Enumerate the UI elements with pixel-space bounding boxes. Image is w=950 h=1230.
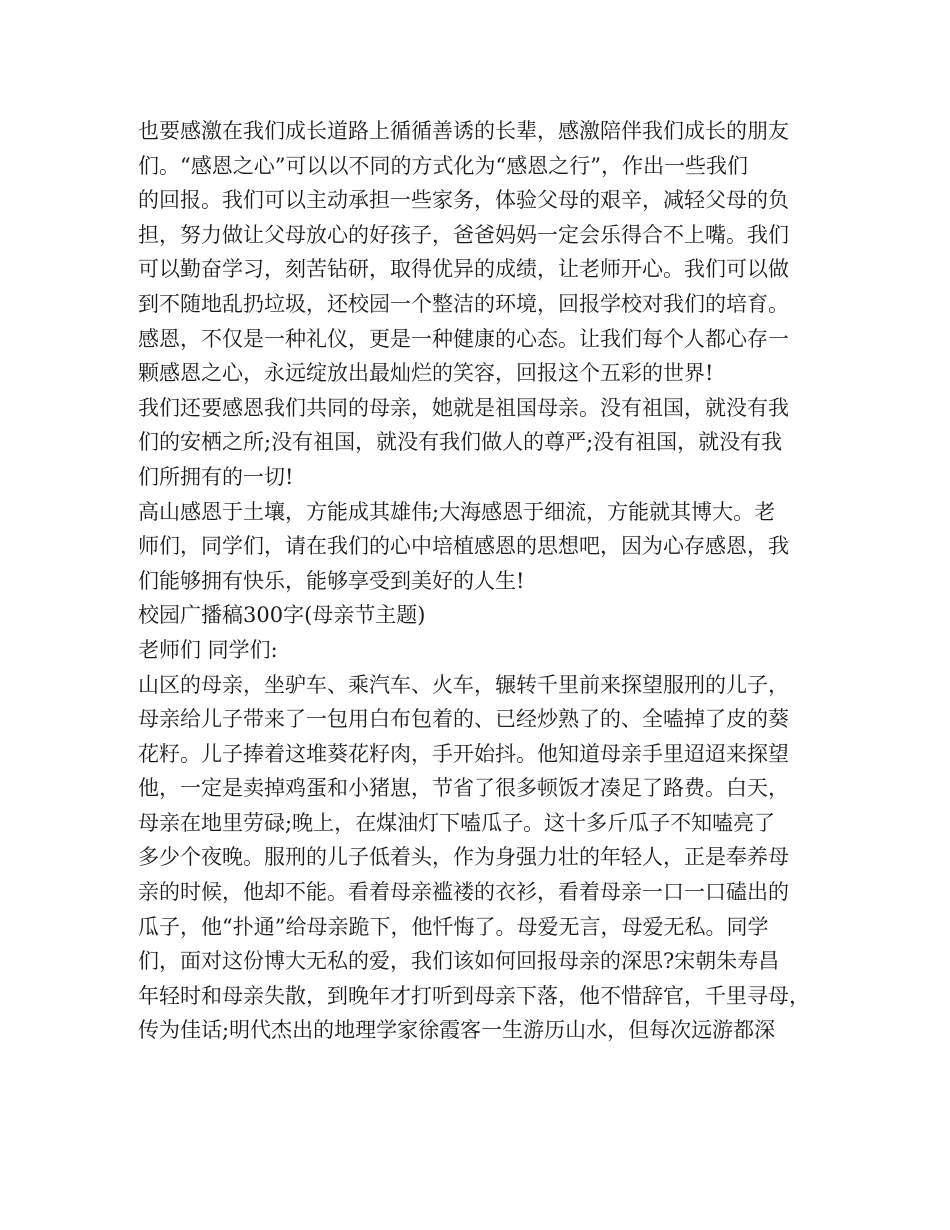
text-line: 他，一定是卖掉鸡蛋和小猪崽，节省了很多顿饭才凑足了路费。白天，: [138, 776, 789, 801]
text-line: 们能够拥有快乐，能够享受到美好的人生!: [138, 568, 525, 593]
text-line: 母亲在地里劳碌;晚上，在煤油灯下嗑瓜子。这十多斤瓜子不知嗑亮了: [138, 810, 776, 835]
text-line: 的回报。我们可以主动承担一些家务，体验父母的艰辛，减轻父母的负: [138, 188, 789, 213]
text-line: 多少个夜晚。服刑的儿子低着头，作为身强力壮的年轻人，正是奉养母: [138, 845, 789, 870]
text-line: 颗感恩之心，永远绽放出最灿烂的笑容，回报这个五彩的世界!: [138, 361, 714, 386]
text-line: 可以勤奋学习，刻苦钻研，取得优异的成绩，让老师开心。我们可以做: [138, 257, 789, 282]
text-line: 们，面对这份博大无私的爱，我们该如何回报母亲的深思?宋朝朱寿昌: [138, 949, 780, 974]
text-line: 到不随地乱扔垃圾，还校园一个整洁的环境，回报学校对我们的培育。: [138, 291, 789, 316]
text-line: 们的安栖之所;没有祖国，就没有我们做人的尊严;没有祖国，就没有我: [138, 430, 783, 455]
text-line: 花籽。儿子捧着这堆葵花籽肉，手开始抖。他知道母亲手里迢迢来探望: [138, 741, 789, 766]
text-line: 传为佳话;明代杰出的地理学家徐霞客一生游历山水，但每次远游都深: [138, 1018, 776, 1043]
text-line: 我们还要感恩我们共同的母亲，她就是祖国母亲。没有祖国，就没有我: [138, 395, 789, 420]
text-line: 感恩，不仅是一种礼仪，更是一种健康的心态。让我们每个人都心存一: [138, 326, 789, 351]
document-body: [138, 114, 818, 1048]
text-line: 师们，同学们，请在我们的心中培植感恩的思想吧，因为心存感恩，我: [138, 534, 789, 559]
text-line: 高山感恩于土壤，方能成其雄伟;大海感恩于细流，方能就其博大。老: [138, 499, 776, 524]
text-line: 亲的时候，他却不能。看着母亲褴褛的衣衫，看着母亲一口一口磕出的: [138, 880, 789, 905]
text-line: 担，努力做让父母放心的好孩子，爸爸妈妈一定会乐得合不上嘴。我们: [138, 222, 789, 247]
text-line: 们。“感恩之心”可以以不同的方式化为“感恩之行”，作出一些我们: [138, 153, 748, 178]
salutation: 老师们 同学们:: [138, 637, 278, 662]
text-line: 年轻时和母亲失散，到晚年才打听到母亲下落，他不惜辞官，千里寻母，: [138, 983, 810, 1008]
section-heading: 校园广播稿300字(母亲节主题): [138, 603, 426, 628]
text-line: 也要感激在我们成长道路上循循善诱的长辈，感激陪伴我们成长的朋友: [138, 119, 789, 143]
text-line: 们所拥有的一切!: [138, 464, 294, 489]
text-line: 母亲给儿子带来了一包用白布包着的、已经炒熟了的、全嗑掉了皮的葵: [138, 707, 789, 732]
text-line: 瓜子，他“扑通”给母亲跪下，他忏悔了。母爱无言，母爱无私。同学: [138, 914, 769, 939]
text-line: 山区的母亲，坐驴车、乘汽车、火车，辗转千里前来探望服刑的儿子，: [138, 672, 789, 697]
